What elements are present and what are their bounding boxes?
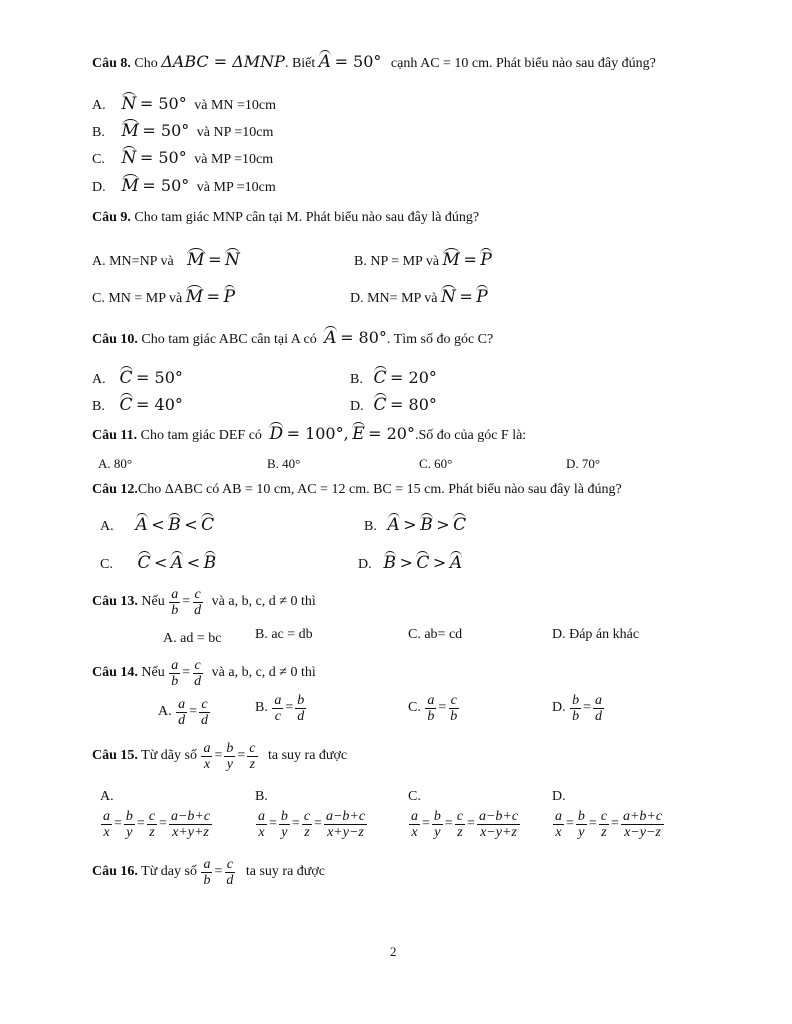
answer-option — [350, 366, 437, 389]
option-letter: B. — [92, 399, 105, 414]
denominator: d — [226, 872, 234, 888]
angle-symbol: D — [269, 424, 284, 444]
fraction — [169, 658, 180, 689]
option-text: và MP =10cm — [196, 180, 276, 195]
numerator: a−b+c — [478, 808, 519, 824]
question-text: cạnh AC = 10 cm. Phát biểu nào sau đây đúng? — [390, 56, 656, 71]
denominator: x — [411, 824, 418, 840]
question-text: ta suy ra được — [268, 748, 348, 764]
equals-sign: = — [182, 665, 191, 680]
angle-symbol: N — [121, 94, 137, 114]
math-expression: = 80° — [390, 395, 437, 414]
math-operator: < — [184, 515, 198, 534]
numerator: c — [194, 586, 201, 602]
equals-sign: = — [189, 704, 198, 719]
answer-option — [552, 806, 665, 842]
question-text: . Tìm số đo góc C? — [386, 332, 494, 347]
angle-symbol: N — [224, 250, 240, 270]
question-text: Cho tam giác MNP cân tại M. Phát biểu nào sau đây là đúng? — [134, 210, 480, 225]
answer-option — [364, 513, 466, 536]
numerator: a−b+c — [325, 808, 366, 824]
fraction — [593, 693, 604, 724]
denominator: d — [297, 708, 305, 724]
option-text: và MP =10cm — [194, 152, 274, 167]
denominator: x−y−z — [624, 824, 661, 840]
equals-sign: = — [444, 816, 453, 831]
question-label: Câu 11. — [92, 428, 138, 443]
option-letter: B. — [255, 789, 268, 804]
numerator: c — [148, 808, 156, 824]
angle-symbol: M — [442, 250, 460, 270]
question-text: Từ dãy số — [141, 748, 197, 764]
fraction — [324, 809, 367, 840]
answer-option — [408, 690, 460, 726]
option-letter: D. — [358, 557, 372, 572]
numerator: c — [226, 856, 233, 872]
angle-symbol: C — [373, 395, 387, 415]
fraction — [409, 809, 420, 840]
angle-symbol: B — [420, 515, 433, 535]
numerator: b — [297, 692, 305, 708]
question-12 — [92, 481, 622, 499]
fraction — [295, 693, 306, 724]
option-text: B. NP = MP và — [354, 254, 440, 269]
numerator: c — [600, 808, 608, 824]
answer-option: D. Đáp án khác — [552, 627, 640, 642]
question-10 — [92, 326, 493, 349]
denominator: x — [203, 756, 211, 772]
math-operator: > — [399, 553, 413, 572]
fraction — [201, 741, 212, 772]
fraction — [279, 809, 290, 840]
angle-symbol: C — [119, 368, 133, 388]
equals-sign: = — [438, 700, 447, 715]
question-11 — [92, 422, 526, 445]
option-letter: B. — [255, 700, 268, 716]
numerator: b — [226, 740, 234, 756]
denominator: d — [194, 602, 202, 618]
denominator: y — [578, 824, 585, 840]
equals-sign: = — [136, 816, 145, 831]
option-text: và NP =10cm — [196, 125, 274, 140]
fraction — [147, 809, 157, 840]
equals-sign: = — [182, 594, 191, 609]
numerator: c — [194, 657, 201, 673]
denominator: z — [601, 824, 607, 840]
option-letter: C. — [408, 789, 421, 804]
angle-symbol: P — [223, 287, 236, 307]
angle-symbol: M — [121, 121, 139, 141]
option-letter: D. — [92, 180, 106, 195]
answer-option — [354, 248, 492, 271]
equals-sign: = — [583, 700, 592, 715]
denominator: d — [178, 712, 186, 728]
answer-option — [92, 174, 276, 197]
option-letter: B. — [364, 519, 377, 534]
denominator: b — [427, 708, 435, 724]
numerator: c — [456, 808, 464, 824]
question-label: Câu 16. — [92, 864, 138, 880]
option-letter: B. — [350, 372, 363, 387]
equals-sign: = — [269, 816, 277, 831]
denominator: x−y+z — [480, 824, 517, 840]
math-expression: = 20° — [390, 368, 437, 387]
fraction — [192, 658, 203, 689]
angle-symbol: A — [318, 52, 332, 72]
option-text: D. MN= MP và — [350, 291, 438, 306]
denominator: y — [126, 824, 133, 840]
math-expression: = 100°, — [286, 424, 349, 443]
denominator: z — [457, 824, 463, 840]
numerator: b — [433, 808, 441, 824]
answer-option — [255, 690, 307, 726]
answer-option: C. 60° — [419, 456, 453, 471]
fraction — [256, 809, 267, 840]
answer-option: D. 70° — [566, 456, 601, 471]
numerator: a — [258, 808, 265, 824]
numerator: c — [303, 808, 311, 824]
angle-symbol: A — [387, 515, 400, 535]
denominator: b — [171, 673, 179, 689]
equals-sign: = — [206, 287, 221, 306]
fraction — [570, 693, 581, 724]
numerator: a — [555, 808, 562, 824]
denominator: c — [274, 708, 281, 724]
math-expression: = 50° — [142, 121, 190, 140]
fraction — [176, 697, 187, 728]
math-expression: = 50° — [139, 148, 187, 167]
angle-symbol: B — [203, 553, 217, 573]
question-text: . Biết — [284, 56, 316, 71]
numerator: b — [572, 692, 580, 708]
question-text: .Số đo của góc F là: — [414, 428, 527, 443]
equals-sign: = — [285, 700, 294, 715]
denominator: d — [201, 712, 209, 728]
question-text: Nếu — [141, 594, 165, 610]
angle-symbol: A — [449, 553, 463, 573]
option-letter: D. — [552, 789, 566, 804]
denominator: z — [149, 824, 155, 840]
numerator: c — [249, 740, 256, 756]
math-expression: = 80° — [340, 328, 387, 347]
fraction — [192, 587, 203, 618]
answer-option: B. 40° — [267, 456, 301, 471]
denominator: d — [595, 708, 603, 724]
angle-symbol: C — [416, 553, 430, 573]
math-operator: > — [436, 515, 450, 534]
fraction — [553, 809, 564, 840]
denominator: b — [203, 872, 211, 888]
fraction — [201, 857, 212, 888]
numerator: c — [450, 692, 457, 708]
question-text: Cho tam giác ABC cân tại A có — [141, 332, 317, 347]
question-text: Cho tam giác DEF có — [140, 428, 262, 443]
angle-symbol: M — [121, 176, 139, 196]
page-number: 2 — [390, 944, 397, 959]
math-expression: = 40° — [136, 395, 183, 414]
equals-sign: = — [588, 816, 597, 831]
numerator: a−b+c — [170, 808, 211, 824]
answer-option: A. ad = bc — [163, 631, 222, 646]
numerator: a — [103, 808, 110, 824]
answer-option — [350, 285, 488, 308]
math-operator: > — [403, 515, 417, 534]
angle-symbol: N — [441, 287, 456, 307]
angle-symbol: A — [324, 328, 337, 348]
option-letter: A. — [92, 372, 106, 387]
answer-option — [100, 513, 214, 536]
equals-sign: = — [566, 816, 574, 831]
question-13 — [92, 584, 316, 620]
fraction — [621, 809, 664, 840]
fraction — [576, 809, 587, 840]
denominator: b — [572, 708, 580, 724]
numerator: a+b+c — [622, 808, 663, 824]
denominator: z — [249, 756, 256, 772]
answer-option — [92, 393, 183, 416]
math-expression: = 20° — [368, 424, 415, 443]
equals-sign: = — [291, 816, 300, 831]
equals-sign: = — [159, 816, 167, 831]
question-text: và a, b, c, d ≠ 0 thì — [211, 665, 316, 681]
denominator: b — [450, 708, 458, 724]
angle-symbol: A — [135, 515, 148, 535]
equals-sign: = — [214, 748, 223, 763]
equals-sign: = — [114, 816, 122, 831]
equals-sign: = — [422, 816, 430, 831]
question-16 — [92, 854, 325, 890]
option-letter: D. — [552, 700, 566, 716]
question-label: Câu 8. — [92, 56, 131, 71]
numerator: c — [201, 696, 208, 712]
angle-symbol: A — [170, 553, 184, 573]
angle-symbol: M — [187, 250, 205, 270]
numerator: b — [125, 808, 133, 824]
option-letter: D. — [350, 399, 364, 414]
answer-option — [92, 285, 235, 308]
fraction — [169, 587, 180, 618]
answer-option — [100, 551, 216, 574]
math-expression: = 50° — [136, 368, 183, 387]
denominator: x+y−z — [327, 824, 364, 840]
denominator: x — [103, 824, 110, 840]
angle-symbol: C — [119, 395, 133, 415]
option-letter: C. — [92, 152, 105, 167]
angle-symbol: C — [201, 515, 215, 535]
question-label: Câu 15. — [92, 748, 138, 764]
math-operator: < — [154, 553, 168, 572]
option-letter: A. — [100, 789, 114, 804]
denominator: x+y+z — [172, 824, 209, 840]
math-expression: = 50° — [142, 176, 190, 195]
numerator: a — [203, 856, 211, 872]
denominator: x — [555, 824, 562, 840]
fraction — [247, 741, 257, 772]
fraction — [599, 809, 609, 840]
answer-option — [92, 92, 276, 115]
answer-option — [350, 393, 437, 416]
fraction — [272, 693, 283, 724]
fraction — [432, 809, 443, 840]
denominator: d — [194, 673, 202, 689]
angle-symbol: C — [137, 553, 151, 573]
equals-sign: = — [314, 816, 322, 831]
fraction — [169, 809, 212, 840]
angle-symbol: B — [168, 515, 181, 535]
equals-sign: = — [611, 816, 619, 831]
question-text: Từ day số — [141, 864, 197, 880]
math-expression: = 50° — [334, 52, 382, 71]
fraction — [425, 693, 436, 724]
option-letter: C. — [408, 700, 421, 716]
option-text: và MN =10cm — [194, 98, 277, 113]
question-label: Câu 10. — [92, 332, 138, 347]
answer-option — [92, 366, 183, 389]
numerator: a — [171, 657, 179, 673]
fraction — [101, 809, 112, 840]
question-15 — [92, 738, 347, 774]
numerator: a — [595, 692, 603, 708]
option-text: C. MN = MP và — [92, 291, 183, 306]
question-text: và a, b, c, d ≠ 0 thì — [211, 594, 316, 610]
option-letter: B. — [92, 125, 105, 140]
question-text: Nếu — [141, 665, 165, 681]
numerator: b — [280, 808, 288, 824]
denominator: y — [281, 824, 288, 840]
numerator: b — [577, 808, 585, 824]
equals-sign: = — [467, 816, 475, 831]
equals-sign: = — [237, 748, 246, 763]
math-expression: ΔABC = ΔMNP — [161, 52, 285, 71]
angle-symbol: E — [352, 424, 365, 444]
numerator: a — [274, 692, 282, 708]
denominator: x — [258, 824, 265, 840]
fraction — [124, 809, 135, 840]
equals-sign: = — [463, 250, 477, 269]
fraction — [448, 693, 459, 724]
fraction — [224, 857, 235, 888]
question-8 — [92, 50, 656, 73]
fraction — [302, 809, 312, 840]
angle-symbol: P — [476, 287, 488, 307]
equals-sign: = — [459, 287, 473, 306]
answer-option — [100, 806, 213, 842]
fraction — [455, 809, 465, 840]
option-letter: A. — [100, 519, 114, 534]
question-label: Câu 9. — [92, 210, 131, 225]
fraction — [224, 741, 235, 772]
answer-option — [158, 694, 211, 730]
angle-symbol: P — [480, 250, 492, 270]
question-label: Câu 12. — [92, 482, 138, 497]
option-letter: C. — [100, 557, 113, 572]
numerator: a — [411, 808, 418, 824]
angle-symbol: N — [121, 148, 137, 168]
option-letter: A. — [158, 704, 172, 720]
fraction — [199, 697, 210, 728]
answer-option — [358, 551, 462, 574]
answer-option: B. ac = db — [255, 627, 313, 642]
equals-sign: = — [214, 864, 223, 879]
denominator: y — [226, 756, 233, 772]
fraction — [477, 809, 520, 840]
answer-option — [92, 119, 273, 142]
angle-symbol: M — [185, 287, 204, 307]
numerator: a — [427, 692, 435, 708]
angle-symbol: C — [453, 515, 467, 535]
question-label: Câu 13. — [92, 594, 138, 610]
numerator: a — [171, 586, 179, 602]
answer-option: C. ab= cd — [408, 627, 463, 642]
answer-option — [255, 806, 368, 842]
math-operator: < — [186, 553, 201, 572]
denominator: z — [304, 824, 310, 840]
math-operator: > — [432, 553, 447, 572]
denominator: y — [434, 824, 441, 840]
math-operator: < — [151, 515, 165, 534]
answer-option — [552, 690, 605, 726]
equals-sign: = — [208, 250, 222, 269]
option-text: A. MN=NP và — [92, 254, 174, 269]
question-text: Cho ΔABC có AB = 10 cm, AC = 12 cm. BC = 15 cm. Phát biểu nào sau đây là đúng? — [137, 482, 622, 497]
answer-option — [408, 806, 521, 842]
angle-symbol: C — [373, 368, 387, 388]
option-letter: A. — [92, 98, 106, 113]
angle-symbol: B — [383, 553, 396, 573]
question-9 — [92, 209, 479, 227]
question-text: Cho — [134, 56, 158, 71]
denominator: b — [171, 602, 179, 618]
answer-option — [92, 146, 273, 169]
question-14 — [92, 655, 316, 691]
answer-option — [92, 248, 240, 271]
math-expression: = 50° — [139, 94, 187, 113]
question-label: Câu 14. — [92, 665, 138, 681]
answer-option: A. 80° — [98, 456, 133, 471]
question-text: ta suy ra được — [245, 864, 326, 880]
numerator: a — [178, 696, 186, 712]
numerator: a — [203, 740, 211, 756]
